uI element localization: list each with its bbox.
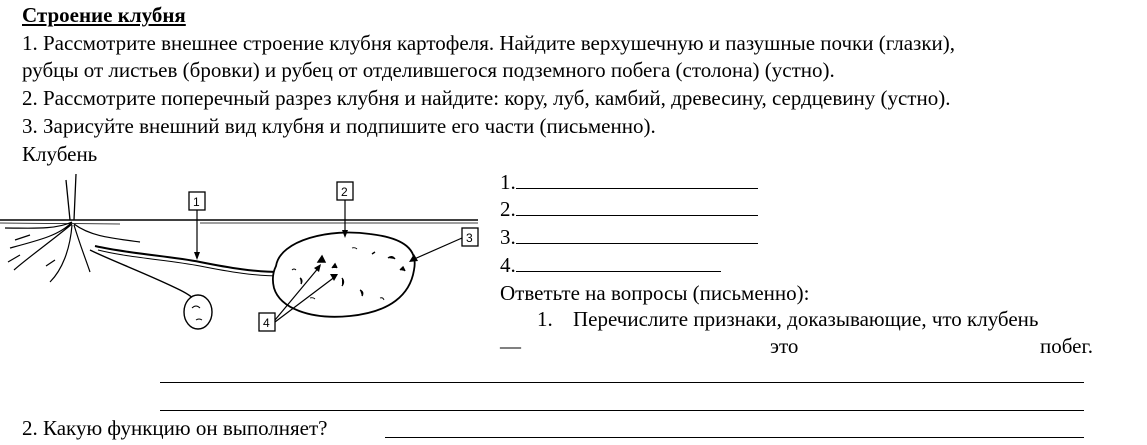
- callout-3: 3: [466, 231, 473, 245]
- task-line-1: 1. Рассмотрите внешнее строение клубня картофеля. Найдите верхушечную и пазушные почки (глазки),: [22, 31, 956, 55]
- answer-blank-3[interactable]: [516, 223, 758, 244]
- question-1-eto: это: [770, 334, 799, 358]
- tuber-drawing: [0, 170, 490, 340]
- answer-line-q1-a[interactable]: [160, 382, 1084, 383]
- answer-line-1[interactable]: [500, 168, 758, 195]
- task-line-3: 2. Рассмотрите поперечный разрез клубня и найдите: кору, луб, камбий, древесину, сердцевину (устно).: [22, 86, 951, 110]
- page-title: Строение клубня: [22, 3, 186, 27]
- answer-line-4[interactable]: [500, 251, 721, 278]
- answer-line-3[interactable]: [500, 223, 758, 250]
- questions-heading: Ответьте на вопросы (письменно):: [500, 281, 810, 305]
- question-1-text: Перечислите признаки, доказывающие, что клубень: [573, 307, 1039, 331]
- question-1-number: 1.: [537, 307, 553, 331]
- figure-caption: Клубень: [22, 142, 98, 166]
- answer-number-3: 3.: [500, 225, 516, 249]
- answer-line-q1-b[interactable]: [160, 410, 1084, 411]
- callout-1: 1: [193, 195, 200, 209]
- question-2: 2. Какую функцию он выполняет?: [22, 416, 328, 440]
- answer-number-2: 2.: [500, 197, 516, 221]
- tuber-illustration: [0, 170, 490, 340]
- task-line-4: 3. Зарисуйте внешний вид клубня и подпишите его части (письменно).: [22, 114, 656, 138]
- answer-number-4: 4.: [500, 253, 516, 277]
- answer-line-q2[interactable]: [385, 437, 1084, 438]
- answer-blank-1[interactable]: [516, 168, 758, 189]
- question-1-dash: —: [500, 334, 521, 358]
- callout-2: 2: [341, 185, 348, 199]
- callout-4: 4: [263, 316, 270, 330]
- answer-line-2[interactable]: [500, 195, 758, 222]
- answer-number-1: 1.: [500, 170, 516, 194]
- task-line-2: рубцы от листьев (бровки) и рубец от отделившегося подземного побега (столона) (устно).: [22, 58, 835, 82]
- answer-blank-2[interactable]: [516, 195, 758, 216]
- question-1-pobeg: побег.: [1040, 334, 1093, 358]
- answer-blank-4[interactable]: [516, 251, 721, 272]
